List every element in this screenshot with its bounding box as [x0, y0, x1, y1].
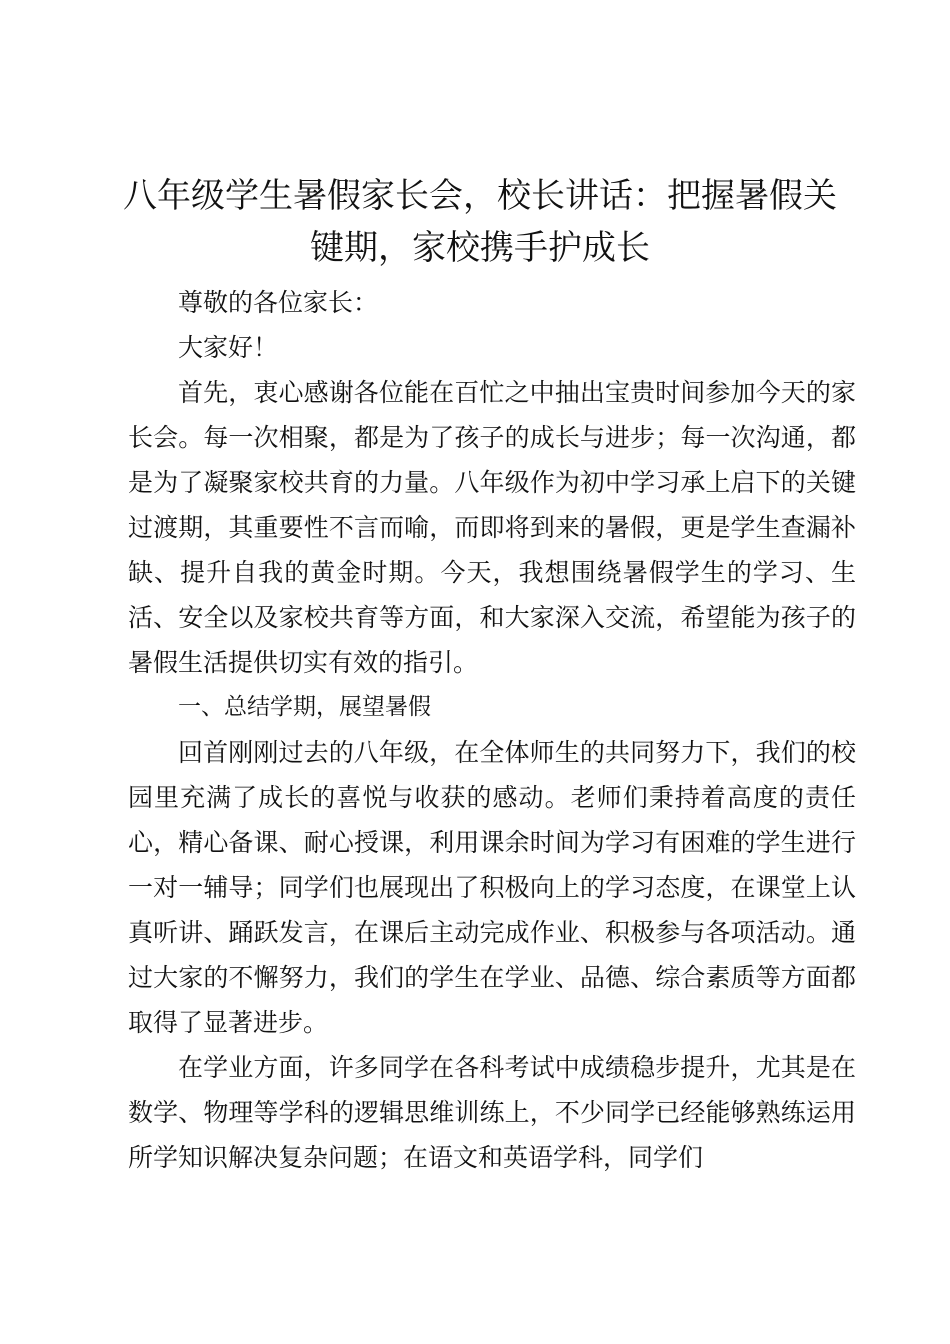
intro-paragraph: 首先，衷心感谢各位能在百忙之中抽出宝贵时间参加今天的家长会。每一次相聚，都是为了孩子的成长与进步；每一次沟通，都是为了凝聚家校共育的力量。八年级作为初中学习承上启下的关键过渡期，其重要性不言而喻，而即将到来的暑假，更是学生查漏补缺、提升自我的黄金时期。今天，我想围绕暑假学生的学习、生活、安全以及家校共育等方面，和大家深入交流，希望能为孩子的暑假生活提供切实有效的指引。	[128, 378, 856, 677]
document-title: 八年级学生暑假家长会，校长讲话：把握暑假关键期，家校携手护成长	[123, 176, 837, 268]
document-body	[128, 280, 856, 1180]
section-heading: 一、总结学期，展望暑假	[178, 694, 431, 720]
greeting: 大家好！	[178, 333, 279, 362]
section-paragraph: 在学业方面，许多同学在各科考试中成绩稳步提升，尤其是在数学、物理等学科的逻辑思维训练上，不少同学已经能够熟练运用所学知识解决复杂问题；在语文和英语学科，同学们	[128, 1053, 856, 1172]
section-paragraph: 回首刚刚过去的八年级，在全体师生的共同努力下，我们的校园里充满了成长的喜悦与收获的感动。老师们秉持着高度的责任心，精心备课、耐心授课，利用课余时间为学习有困难的学生进行一对一辅导；同学们也展现出了积极向上的学习态度，在课堂上认真听讲、踊跃发言，在课后主动完成作业、积极参与各项活动。通过大家的不懈努力，我们的学生在学业、品德、综合素质等方面都取得了显著进步。	[128, 738, 856, 1037]
salutation: 尊敬的各位家长：	[178, 288, 379, 317]
